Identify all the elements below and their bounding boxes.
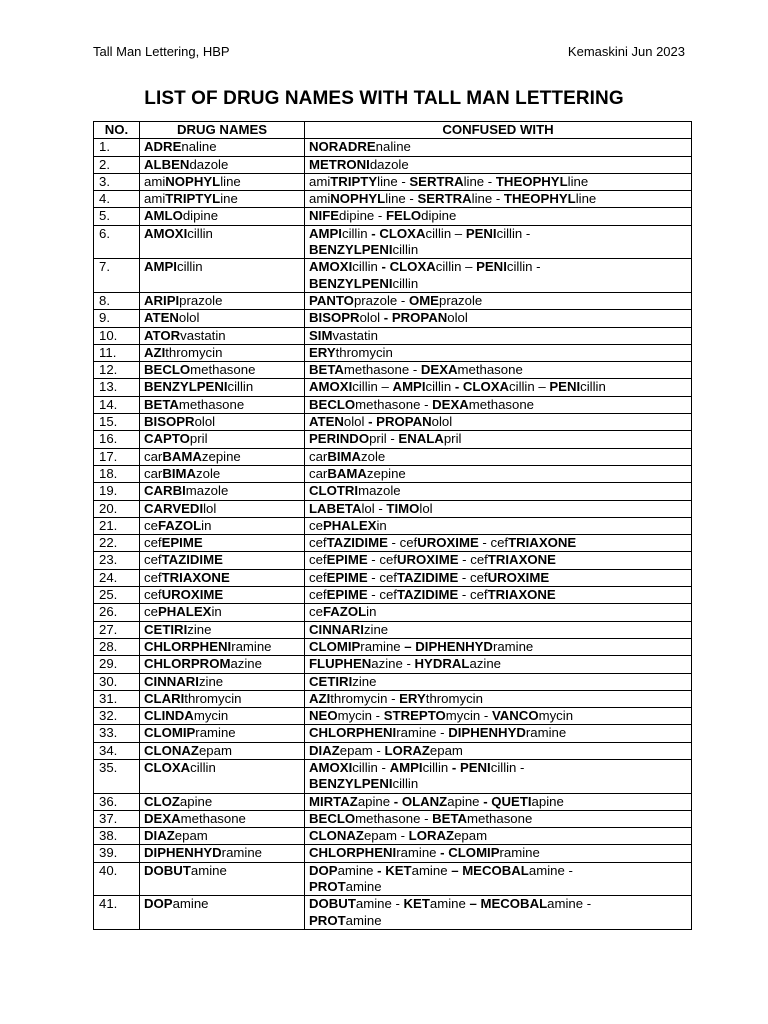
drug-name: ALBENdazole <box>140 156 305 173</box>
drug-name: DOPamine <box>140 896 305 930</box>
table-row <box>94 552 692 569</box>
confused-with: CLOTRImazole <box>305 483 692 500</box>
row-number: 18. <box>94 465 140 482</box>
drug-name: DIPHENHYDramine <box>140 845 305 862</box>
table-row <box>94 535 692 552</box>
header-right-text: Kemaskini Jun 2023 <box>567 44 685 59</box>
table-row <box>94 742 692 759</box>
confused-with: cefEPIME - cefTAZIDIME - cefUROXIME <box>305 569 692 586</box>
table-row <box>94 656 692 673</box>
table-row <box>94 225 692 259</box>
confused-with: cefEPIME - cefTAZIDIME - cefTRIAXONE <box>305 587 692 604</box>
table-row <box>94 448 692 465</box>
row-number: 23. <box>94 552 140 569</box>
table-row <box>94 362 692 379</box>
table-row <box>94 292 692 309</box>
row-number: 34. <box>94 742 140 759</box>
row-number: 41. <box>94 896 140 930</box>
confused-with: BISOPRolol - PROPANolol <box>305 310 692 327</box>
table-row <box>94 431 692 448</box>
table-row <box>94 465 692 482</box>
drug-name: AMPIcillin <box>140 259 305 293</box>
row-number: 9. <box>94 310 140 327</box>
confused-with: CLONAZepam - LORAZepam <box>305 828 692 845</box>
table-row <box>94 896 692 930</box>
table-row <box>94 310 692 327</box>
header-left-text: Tall Man Lettering, HBP <box>93 44 230 59</box>
table-row <box>94 673 692 690</box>
drug-name: DEXAmethasone <box>140 810 305 827</box>
drug-name: BISOPRolol <box>140 414 305 431</box>
table-row <box>94 379 692 396</box>
row-number: 11. <box>94 344 140 361</box>
row-number: 32. <box>94 708 140 725</box>
row-number: 27. <box>94 621 140 638</box>
confused-with: SIMvastatin <box>305 327 692 344</box>
row-number: 40. <box>94 862 140 896</box>
drug-name: CLONAZepam <box>140 742 305 759</box>
table-row <box>94 483 692 500</box>
table-row <box>94 344 692 361</box>
column-header-no: NO. <box>94 122 140 139</box>
drug-name: cefUROXIME <box>140 587 305 604</box>
table-row <box>94 156 692 173</box>
row-number: 35. <box>94 759 140 793</box>
drug-name: carBAMAzepine <box>140 448 305 465</box>
drug-name: CLOMIPramine <box>140 725 305 742</box>
confused-with: CINNARIzine <box>305 621 692 638</box>
confused-with: CLOMIPramine – DIPHENHYDramine <box>305 638 692 655</box>
table-row <box>94 139 692 156</box>
column-header-confused-with: CONFUSED WITH <box>305 122 692 139</box>
table-row <box>94 414 692 431</box>
row-number: 29. <box>94 656 140 673</box>
row-number: 37. <box>94 810 140 827</box>
table-row <box>94 638 692 655</box>
row-number: 24. <box>94 569 140 586</box>
table-row <box>94 793 692 810</box>
confused-with: amiNOPHYLline - SERTRAline - THEOPHYLline <box>305 191 692 208</box>
table-row <box>94 690 692 707</box>
confused-with: PERINDOpril - ENALApril <box>305 431 692 448</box>
table-body <box>94 139 692 930</box>
confused-with: MIRTAZapine - OLANZapine - QUETIapine <box>305 793 692 810</box>
confused-with: ATENolol - PROPANolol <box>305 414 692 431</box>
confused-with: AMOXIcillin - AMPIcillin - PENIcillin - BENZYLPENIcillin <box>305 759 692 793</box>
confused-with: CHLORPHENIramine - CLOMIPramine <box>305 845 692 862</box>
table-row <box>94 759 692 793</box>
confused-with: AZIthromycin - ERYthromycin <box>305 690 692 707</box>
drug-name: amiTRIPTYLine <box>140 191 305 208</box>
confused-with: AMPIcillin - CLOXAcillin – PENIcillin - BENZYLPENIcillin <box>305 225 692 259</box>
drug-name: CAPTOpril <box>140 431 305 448</box>
table-row <box>94 569 692 586</box>
row-number: 28. <box>94 638 140 655</box>
table-header-row <box>94 122 692 139</box>
confused-with: amiTRIPTYline - SERTRAline - THEOPHYLline <box>305 173 692 190</box>
row-number: 22. <box>94 535 140 552</box>
row-number: 10. <box>94 327 140 344</box>
drug-name: DOBUTamine <box>140 862 305 896</box>
confused-with: FLUPHENazine - HYDRALazine <box>305 656 692 673</box>
row-number: 20. <box>94 500 140 517</box>
row-number: 2. <box>94 156 140 173</box>
row-number: 6. <box>94 225 140 259</box>
drug-name: amiNOPHYLline <box>140 173 305 190</box>
table-row <box>94 810 692 827</box>
drug-name: CLOXAcillin <box>140 759 305 793</box>
drug-name: DIAZepam <box>140 828 305 845</box>
row-number: 12. <box>94 362 140 379</box>
row-number: 21. <box>94 517 140 534</box>
drug-name: BECLOmethasone <box>140 362 305 379</box>
drug-name: CARVEDIlol <box>140 500 305 517</box>
confused-with: AMOXIcillin – AMPIcillin - CLOXAcillin – PENIcillin <box>305 379 692 396</box>
drug-name: cefTRIAXONE <box>140 569 305 586</box>
drug-name: AMOXIcillin <box>140 225 305 259</box>
row-number: 36. <box>94 793 140 810</box>
confused-with: BECLOmethasone - BETAmethasone <box>305 810 692 827</box>
row-number: 4. <box>94 191 140 208</box>
table-row <box>94 327 692 344</box>
row-number: 7. <box>94 259 140 293</box>
drug-name: carBIMAzole <box>140 465 305 482</box>
drug-name: CETIRIzine <box>140 621 305 638</box>
row-number: 13. <box>94 379 140 396</box>
row-number: 8. <box>94 292 140 309</box>
confused-with: NORADREnaline <box>305 139 692 156</box>
drug-name: AMLOdipine <box>140 208 305 225</box>
row-number: 33. <box>94 725 140 742</box>
row-number: 39. <box>94 845 140 862</box>
row-number: 3. <box>94 173 140 190</box>
confused-with: ERYthromycin <box>305 344 692 361</box>
confused-with: CHLORPHENIramine - DIPHENHYDramine <box>305 725 692 742</box>
row-number: 15. <box>94 414 140 431</box>
confused-with: carBIMAzole <box>305 448 692 465</box>
table-row <box>94 725 692 742</box>
row-number: 31. <box>94 690 140 707</box>
row-number: 1. <box>94 139 140 156</box>
confused-with: NEOmycin - STREPTOmycin - VANCOmycin <box>305 708 692 725</box>
confused-with: NIFEdipine - FELOdipine <box>305 208 692 225</box>
row-number: 14. <box>94 396 140 413</box>
table-row <box>94 259 692 293</box>
row-number: 16. <box>94 431 140 448</box>
drug-name: ADREnaline <box>140 139 305 156</box>
confused-with: DIAZepam - LORAZepam <box>305 742 692 759</box>
drug-name: CHLORPHENIramine <box>140 638 305 655</box>
confused-with: cefTAZIDIME - cefUROXIME - cefTRIAXONE <box>305 535 692 552</box>
row-number: 5. <box>94 208 140 225</box>
table-row <box>94 604 692 621</box>
confused-with: DOBUTamine - KETamine – MECOBALamine - PROTamine <box>305 896 692 930</box>
row-number: 17. <box>94 448 140 465</box>
confused-with: ceFAZOLin <box>305 604 692 621</box>
drug-name: BENZYLPENIcillin <box>140 379 305 396</box>
table-row <box>94 208 692 225</box>
confused-with: cePHALEXin <box>305 517 692 534</box>
drug-name: CLINDAmycin <box>140 708 305 725</box>
confused-with: LABETAlol - TIMOlol <box>305 500 692 517</box>
confused-with: PANTOprazole - OMEprazole <box>305 292 692 309</box>
confused-with: carBAMAzepine <box>305 465 692 482</box>
confused-with: BECLOmethasone - DEXAmethasone <box>305 396 692 413</box>
column-header-drug-names: DRUG NAMES <box>140 122 305 139</box>
drug-name: ATORvastatin <box>140 327 305 344</box>
table-row <box>94 396 692 413</box>
row-number: 19. <box>94 483 140 500</box>
row-number: 30. <box>94 673 140 690</box>
drug-table <box>93 121 692 930</box>
table-row <box>94 621 692 638</box>
confused-with: METRONIdazole <box>305 156 692 173</box>
confused-with: cefEPIME - cefUROXIME - cefTRIAXONE <box>305 552 692 569</box>
table-row <box>94 191 692 208</box>
table-row <box>94 517 692 534</box>
drug-name: CLARIthromycin <box>140 690 305 707</box>
table-row <box>94 500 692 517</box>
confused-with: DOPamine - KETamine – MECOBALamine - PROTamine <box>305 862 692 896</box>
table-row <box>94 587 692 604</box>
drug-name: CARBImazole <box>140 483 305 500</box>
confused-with: BETAmethasone - DEXAmethasone <box>305 362 692 379</box>
drug-name: cePHALEXin <box>140 604 305 621</box>
drug-name: BETAmethasone <box>140 396 305 413</box>
page-title: LIST OF DRUG NAMES WITH TALL MAN LETTERING <box>144 88 624 109</box>
table-row <box>94 173 692 190</box>
drug-name: ceFAZOLin <box>140 517 305 534</box>
row-number: 26. <box>94 604 140 621</box>
confused-with: AMOXIcillin - CLOXAcillin – PENIcillin - BENZYLPENIcillin <box>305 259 692 293</box>
drug-name: CINNARIzine <box>140 673 305 690</box>
row-number: 25. <box>94 587 140 604</box>
table-row <box>94 828 692 845</box>
drug-name: ARIPIprazole <box>140 292 305 309</box>
drug-name: CHLORPROMazine <box>140 656 305 673</box>
drug-name: cefEPIME <box>140 535 305 552</box>
table-row <box>94 845 692 862</box>
drug-name: cefTAZIDIME <box>140 552 305 569</box>
table-row <box>94 862 692 896</box>
table-row <box>94 708 692 725</box>
row-number: 38. <box>94 828 140 845</box>
drug-name: ATENolol <box>140 310 305 327</box>
drug-name: CLOZapine <box>140 793 305 810</box>
confused-with: CETIRIzine <box>305 673 692 690</box>
drug-name: AZIthromycin <box>140 344 305 361</box>
